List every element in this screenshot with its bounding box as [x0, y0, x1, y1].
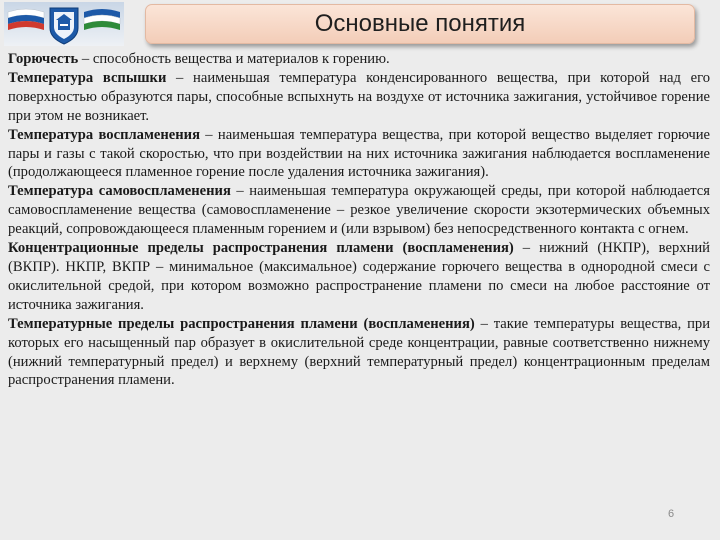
slide-title-text: Основные понятия [314, 10, 526, 37]
definition-body: – такие температуры вещества, при которых его насыщенный пар образует в окислительной среде концентрации, равные соответственно нижнему (нижний температурный предел) и верхнему (верхний температурный предел) концентрационным пределам распространения пламени. [8, 315, 710, 389]
definition-body: – наименьшая температура конденсированного вещества, при которой над его поверхностью образуются пары, способные вспыхнуть на воздухе от источника зажигания, устойчивое горение при этом не возникает. [8, 69, 710, 124]
definition-body: – наименьшая температура вещества, при которой вещество выделяет горючие пары и газы с такой скоростью, что при воздействии на них источника зажигания наблюдается воспламенение (продолжающееся пламенное горение после удаления источника зажигания). [8, 126, 710, 181]
logo [4, 2, 124, 46]
definition-body: – способность вещества и материалов к горению. [78, 51, 390, 67]
term: Температурные пределы распространения пламени (воспламенения) [8, 315, 475, 332]
term: Температура вспышки [8, 69, 167, 86]
definition-autoignition-temperature [8, 182, 710, 239]
definition-temperature-limits [8, 315, 710, 391]
definition-body: – наименьшая температура окружающей среды, при которой наблюдается самовоспламенение вещества (самовоспламенение – резкое увеличение скорости экзотермических объемных реакций, сопровождающееся пламенным горением и (или взрывом) без непосредственного контакта с огнем. [8, 183, 710, 238]
slide-title [145, 4, 695, 44]
definition-body: – нижний (НКПР), верхний (ВКПР). НКПР, ВКПР – минимальное (максимальное) содержание горючего вещества в однородной смеси с окислительной средой, при котором возможно распространение пламени по смеси на любое расстояние от источника зажигания. [8, 240, 710, 313]
definition-flash-point [8, 69, 710, 126]
definition-concentration-limits [8, 239, 710, 315]
term: Горючесть [8, 51, 79, 67]
page-number: 6 [668, 508, 675, 520]
flag-emblem-icon [4, 2, 124, 46]
term: Концентрационные пределы распространения пламени (воспламенения) [8, 240, 514, 257]
term: Температура самовоспламенения [8, 183, 231, 200]
definitions-text [8, 50, 710, 390]
definition-ignition-temperature [8, 126, 710, 183]
term: Температура воспламенения [8, 126, 200, 143]
definition-flammability [8, 50, 710, 69]
